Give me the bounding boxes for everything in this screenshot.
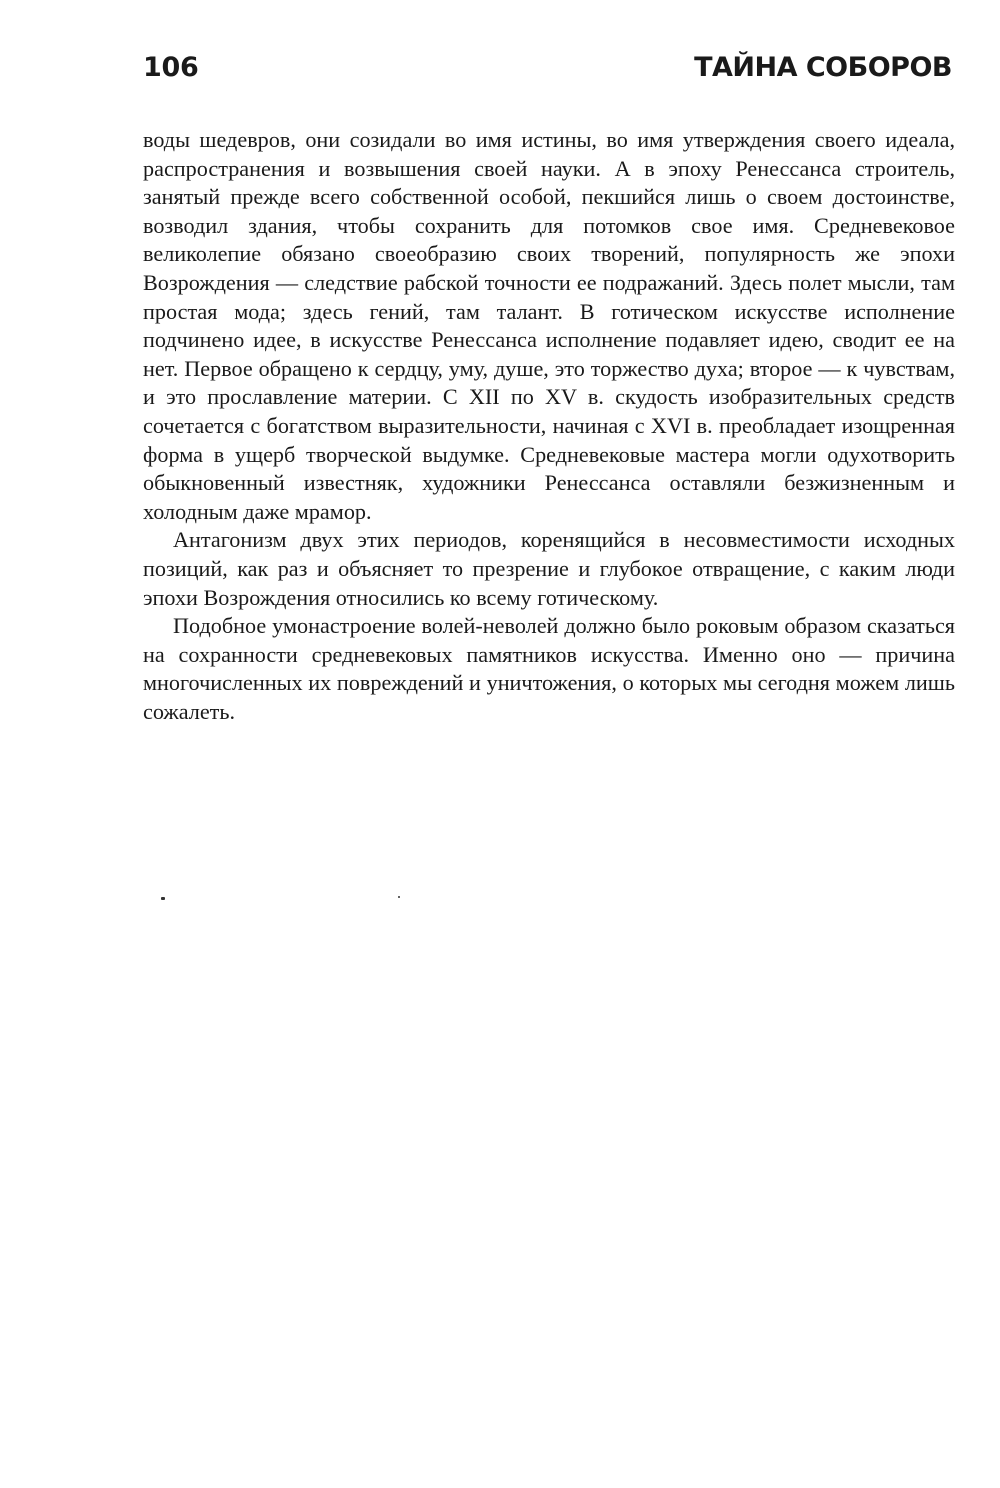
paragraph: Подобное умонастроение волей-неволей должно было роковым образом сказаться на сохранности средневековых памятников искусства. Именно оно — причина многочисленных их повреждений и уничтожения, о которых мы сегодня можем лишь сожалеть. [143,613,955,724]
body-text [143,126,955,726]
ink-speck [161,897,165,900]
print-specks [0,896,1000,902]
page-number: 106 [143,52,199,83]
ink-speck [398,896,400,898]
running-title: ТАЙНА СОБОРОВ [694,52,952,83]
running-head [143,52,952,92]
paragraph: Антагонизм двух этих периодов, коренящийся в несовместимости исходных позиций, как раз и объясняет то презрение и глубокое отвращение, с каким люди эпохи Возрождения относились ко всему готическому. [143,527,955,610]
paragraph-continued: воды шедевров, они созидали во имя истины, во имя утверждения своего идеала, распространения и возвышения своей науки. А в эпоху Ренессанса строитель, занятый прежде всего собственной особой, пекшийся лишь о своем достоинстве, возводил здания, чтобы сохранить для потомков свое имя. Средневековое великолепие обязано своеобразию своих творений, популярность же эпохи Возрождения — следствие рабской точности ее подражаний. Здесь полет мысли, там простая мода; здесь гений, там талант. В готическом искусстве исполнение подчинено идее, в искусстве Ренессанса исполнение подавляет идею, сводит ее на нет. Первое обращено к сердцу, уму, душе, это торжество духа; второе — к чувствам, и это прославление материи. С XII по XV в. скудость изобразительных средств сочетается с богатством выразительности, начиная с XVI в. преобладает изощренная форма в ущерб творческой выдумке. Средневековые мастера могли одухотворить обыкновенный известняк, художники Ренессанса оставляли безжизненным и холодным даже мрамор. [143,127,955,524]
